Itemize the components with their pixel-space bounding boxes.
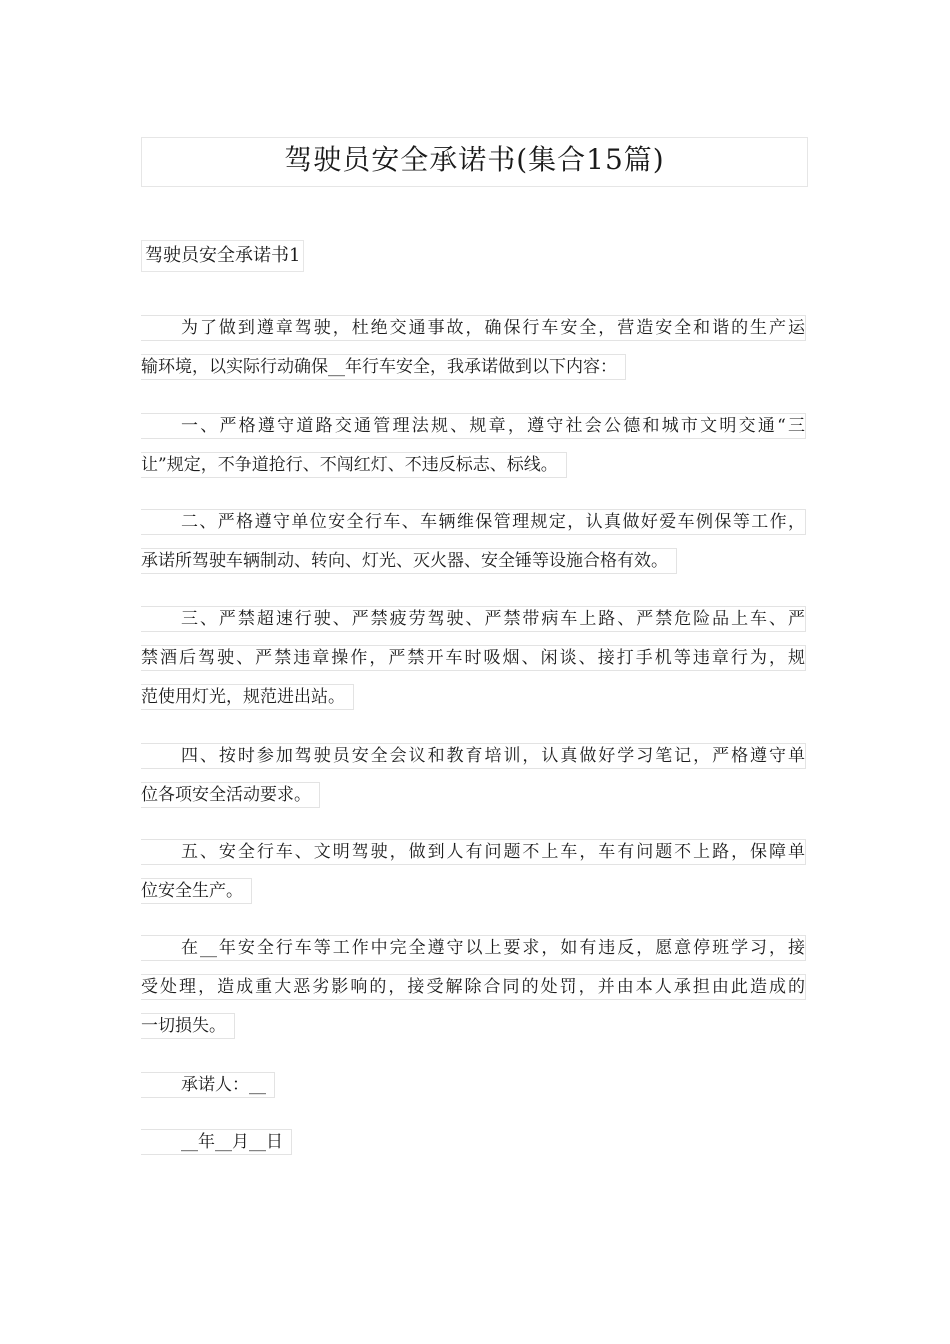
paragraph-line: 一、严格遵守道路交通管理法规、规章，遵守社会公德和城市文明交通“三 [141,413,806,439]
paragraph-line: 受处理，造成重大恶劣影响的，接受解除合同的处罚，并由本人承担由此造成的 [141,974,806,1000]
paragraph-line: 承诺所驾驶车辆制动、转向、灯光、灭火器、安全锤等设施合格有效。 [141,548,677,574]
document-title [141,137,808,187]
paragraph-line: 三、严禁超速行驶、严禁疲劳驾驶、严禁带病车上路、严禁危险品上车、严 [141,606,806,632]
section-title [141,240,304,272]
paragraph-line: 四、按时参加驾驶员安全会议和教育培训，认真做好学习笔记，严格遵守单 [141,743,806,769]
paragraph-line: 位各项安全活动要求。 [141,782,320,808]
paragraph-line: 五、安全行车、文明驾驶，做到人有问题不上车，车有问题不上路，保障单 [141,839,806,865]
paragraph-line: 范使用灯光，规范进出站。 [141,684,354,710]
paragraph-line: 位安全生产。 [141,878,252,904]
paragraph-line: 为了做到遵章驾驶，杜绝交通事故，确保行车安全，营造安全和谐的生产运 [141,315,806,341]
paragraph-line: 在__年安全行车等工作中完全遵守以上要求，如有违反，愿意停班学习，接 [141,935,806,961]
paragraph-line: 输环境，以实际行动确保__年行车安全，我承诺做到以下内容： [141,354,626,380]
paragraph-line: 二、严格遵守单位安全行车、车辆维保管理规定，认真做好爱车例保等工作， [141,509,806,535]
signatory-line: 承诺人：__ [141,1072,275,1098]
paragraph-line: 一切损失。 [141,1013,235,1039]
paragraph-line: 让”规定，不争道抢行、不闯红灯、不违反标志、标线。 [141,452,567,478]
section-title-text: 驾驶员安全承诺书1 [145,245,301,266]
date-line: __年__月__日 [141,1129,292,1155]
document-title-text: 驾驶员安全承诺书(集合15篇) [284,143,665,176]
paragraph-line: 禁酒后驾驶、严禁违章操作，严禁开车时吸烟、闲谈、接打手机等违章行为，规 [141,645,806,671]
